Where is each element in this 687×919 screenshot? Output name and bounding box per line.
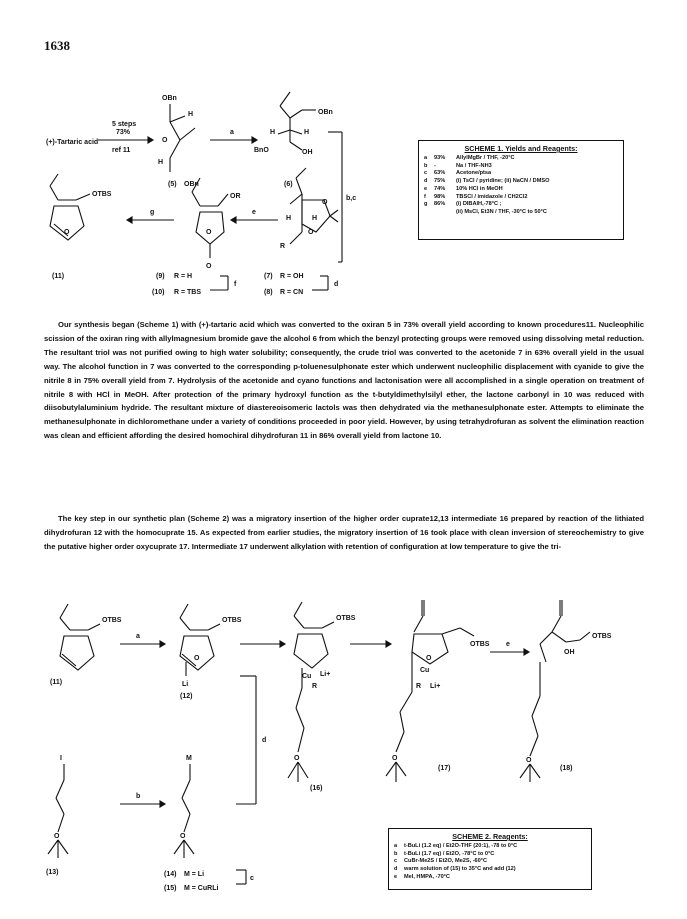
r-h-label: R = H — [174, 273, 193, 280]
reagent-row: f 98% TBSCl / imidazole / CH2Cl2 — [424, 193, 528, 200]
compound-11-label: (11) — [50, 679, 63, 686]
h-label: H — [158, 159, 164, 166]
otbs-label: OTBS — [336, 615, 356, 622]
reagent-row: a t-BuLi (1.2 eq) / Et2O-THF (20:1), -78 to 0°C — [394, 843, 518, 849]
o-label: O — [64, 229, 70, 236]
step-a-label: a — [136, 633, 140, 640]
cu-label: Cu — [420, 667, 430, 674]
o-label: O — [294, 755, 300, 762]
steps-label: 5 steps — [112, 121, 137, 128]
otbs-label: OTBS — [592, 633, 612, 640]
reagent-row: e 74% 10% HCl in MeOH — [424, 185, 503, 192]
o-label: O — [206, 263, 212, 270]
or-label: OR — [230, 193, 241, 200]
h-label: H — [286, 215, 292, 222]
compound-7-label: (7) — [264, 273, 273, 280]
step-e-label: e — [252, 209, 256, 216]
h-label: H — [312, 215, 318, 222]
li-label: Li — [182, 681, 189, 688]
m-label: M — [186, 755, 192, 762]
obn-label: OBn — [318, 109, 333, 116]
bno-label: BnO — [254, 147, 269, 154]
compound-11-label: (11) — [52, 273, 65, 280]
r-cn-label: R = CN — [280, 289, 304, 296]
scheme-1-reagents-box — [418, 140, 624, 240]
m-curli-label: M = CuRLi — [184, 885, 219, 892]
o-label: O — [308, 229, 314, 236]
o-label: O — [180, 833, 186, 840]
reagent-row: c 63% Acetone/ptsa — [424, 170, 492, 177]
o-label: O — [54, 833, 60, 840]
li-plus-label: Li+ — [430, 683, 441, 690]
o-label: O — [194, 655, 200, 662]
step-e-label: e — [506, 641, 510, 648]
step-a-label: a — [230, 129, 234, 136]
reagent-row: (ii) MsCl, Et3N / THF, -30°C to 50°C — [456, 208, 547, 215]
compound-13-label: (13) — [46, 869, 59, 876]
compound-10-label: (10) — [152, 289, 165, 296]
compound-12-label: (12) — [180, 693, 193, 700]
h-label: H — [188, 111, 194, 118]
otbs-label: OTBS — [222, 617, 242, 624]
otbs-label: OTBS — [92, 191, 112, 198]
reagent-row: b t-BuLi (1.7 eq) / Et2O, -78°C to 0°C — [394, 850, 495, 857]
compound-9-label: (9) — [156, 273, 165, 280]
compound-18-label: (18) — [560, 765, 573, 772]
scheme-2-reagents-box — [388, 828, 592, 890]
compound-16-label: (16) — [310, 785, 323, 792]
step-b-label: b — [136, 793, 141, 800]
step-bc-label: b,c — [346, 195, 357, 202]
scheme-2-title: SCHEME 2. Reagents: — [452, 832, 528, 841]
o-label: O — [426, 655, 432, 662]
compound-6-label: (6) — [284, 181, 293, 188]
compound-14-label: (14) — [164, 871, 177, 878]
oh-label: OH — [302, 149, 313, 156]
step-d-label: d — [262, 737, 267, 744]
paragraph-2: The key step in our synthetic plan (Scheme 2) was a migratory insertion of the higher order cuprate12,13 intermediate 16 prepared by reaction of the lithiated dihydrofuran 12 with the homocuprate 15. As expected from earlier studies, the migratory insertion of 16 took place with clean inversion of stereochemistry to give the putative higher order oxycuprate 17. Intermediate 17 underwent alkylation with retention of configuration at low temperature to give the tri- — [44, 514, 644, 551]
li-plus-label: Li+ — [320, 671, 331, 678]
scheme-1-title: SCHEME 1. Yields and Reagents: — [464, 144, 578, 153]
reagent-row: e MeI, HMPA, -70°C — [394, 873, 450, 880]
oh-label: OH — [564, 649, 575, 656]
tartaric-acid-label: (+)-Tartaric acid — [46, 139, 99, 146]
o-label: O — [392, 755, 398, 762]
step-f-label: f — [234, 281, 237, 288]
step-c-label: c — [250, 875, 254, 882]
r-tbs-label: R = TBS — [174, 289, 202, 296]
otbs-label: OTBS — [470, 641, 490, 648]
o-label: O — [322, 199, 328, 206]
reagent-row: a 93% AllylMgBr / THF, -20°C — [424, 155, 515, 161]
o-label: O — [162, 137, 168, 144]
r-label: R — [280, 243, 286, 250]
cu-label: Cu — [302, 673, 312, 680]
reagent-row: d warm solution of (15) to 35°C and add (12) — [394, 866, 516, 873]
page-number: 1638 — [44, 38, 70, 53]
step-d-label: d — [334, 281, 339, 288]
h-label: H — [270, 129, 276, 136]
i-label: I — [60, 755, 62, 762]
compound-15-label: (15) — [164, 885, 177, 892]
reagent-row: b - Na / THF-NH3 — [424, 162, 492, 169]
m-li-label: M = Li — [184, 871, 205, 878]
o-label: O — [206, 229, 212, 236]
paragraph-1: Our synthesis began (Scheme 1) with (+)-tartaric acid which was converted to the oxiran 5 in 73% overall yield according to known procedures11. Nucleophilic scission of the oxiran ring with allylmagnesium bromide gave the alcohol 6 from which the benzyl protecting groups were removed using dissolving metal reduction. The resultant triol was not purified owing to high water solubility; consequently, the crude triol was converted to the acetonide 7 in 63% overall yield in the usual way. The alcohol function in 7 was converted to the corresponding p-toluenesulphonate ester which underwent nucleophilic displacement with cyanide to give the nitrile 8 in 75% overall yield from 7. Hydrolysis of the acetonide and cyano functions and lactonisation were all accomplished in a single operation on treatment of nitrile 8 with HCl in MeOH. After protection of the primary hydroxyl function as the t-butyldimethylsilyl ether, the lactone carbonyl in 10 was reduced with diisobutylaluminium hydride. The resultant mixture of diastereoisomeric lactols was then dehydrated via the methanesulphonate ester. Attempts to eliminate the methanesulphonate in dichloromethane under a variety of conditions proceeded in poor yield. However, by using tetrahydrofuran as solvent the elimination reaction was clean and efficient affording the desired homochiral dihydrofuran 11 in 86% overall yield from lactone 10. — [44, 320, 644, 441]
reagent-row: g 86% (i) DIBAlH,-78°C ; — [424, 201, 502, 208]
yield-label: 73% — [116, 129, 131, 136]
reagent-row: d 75% (i) TsCl / pyridine; (ii) NaCN / DMSO — [424, 178, 550, 185]
obn-label: OBn — [162, 95, 177, 102]
step-g-label: g — [150, 209, 155, 216]
r-label: R — [416, 683, 422, 690]
scheme-1-diagram — [40, 82, 400, 302]
compound-5-label: (5) — [168, 181, 177, 188]
r-label: R — [312, 683, 318, 690]
h-label: H — [304, 129, 310, 136]
compound-17-label: (17) — [438, 765, 451, 772]
compound-8-label: (8) — [264, 289, 273, 296]
ref-label: ref 11 — [112, 147, 131, 154]
r-oh-label: R = OH — [280, 273, 304, 280]
o-label: O — [526, 757, 532, 764]
reagent-row: c CuBr-Me2S / Et2O, Me2S, -60°C — [394, 858, 488, 865]
otbs-label: OTBS — [102, 617, 122, 624]
obn-label: OBn — [184, 181, 199, 188]
